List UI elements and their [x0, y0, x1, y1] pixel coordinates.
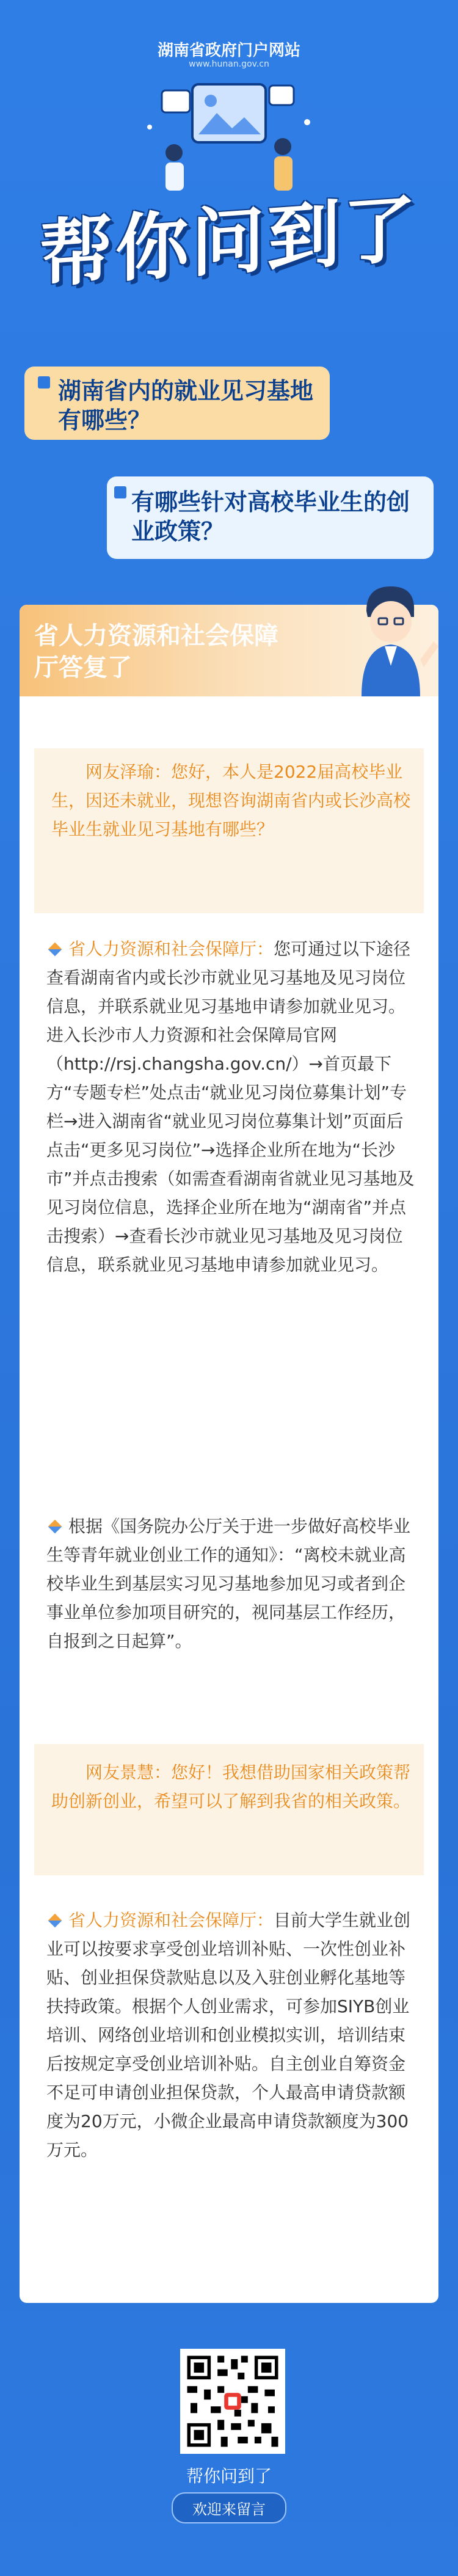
question-bubble-1 [24, 367, 330, 440]
policy-1: 根据《国务院办公厅关于进一步做好高校毕业生等青年就业创业工作的通知》：“离校未就业高校毕业生到基层实习见习基地参加见习或者到企事业单位参加项目研究的，视同基层工作经历，自报到之日起算”。 [46, 1516, 411, 1651]
answer-2: 省人力资源和社会保障厅：目前大学生就业创业可以按要求享受创业培训补贴、一次性创业补贴、创业担保贷款贴息以及入驻创业孵化基地等扶持政策。根据个人创业需求，可参加SIYB创业培训、网络创业培训和创业模拟实训，培训结束后按规定享受创业培训补贴。自主创业自筹资金不足可申请创业担保贷款，个人最高申请贷款额度为20万元，小微企业最高申请贷款额度为300万元。 [46, 1910, 411, 2160]
bullet-icon [38, 376, 50, 389]
leave-message-label: 欢迎来留言 [172, 2492, 286, 2523]
answer-1: 省人力资源和社会保障厅：您可通过以下途径查看湖南省内或长沙市就业见习基地及见习岗位信息，并联系就业见习基地申请参加就业见习。进入长沙市人力资源和社会保障局官网（http://rsj.changsha.gov.cn/）→首页最下方“专题专栏”处点击“就业见习岗位募集计划”专栏→进入湖南省“就业见习岗位募集计划”页面后点击“更多见习岗位”→选择企业所在地为“长沙市”并点击搜索（如需查看湖南省就业见习基地及见习岗位信息，选择企业所在地为“湖南省”并点击搜索）→查看长沙市就业见习基地及见习岗位信息，联系就业见习基地申请参加就业见习。 [46, 939, 415, 1275]
brand-title: 帮你问到了 [40, 186, 418, 298]
bullet-icon [114, 486, 126, 498]
user-question-1: 网友泽瑜：您好，本人是2022届高校毕业生，因还未就业，现想咨询湖南省内或长沙高校毕业生就业见习基地有哪些？ [51, 762, 411, 839]
question-bubble-2 [107, 476, 434, 559]
qr-code[interactable] [180, 2349, 285, 2454]
user-question-2: 网友景慧：您好！我想借助国家相关政策帮助创新创业，希望可以了解到我省的相关政策。 [51, 1762, 411, 1811]
answer-card-title: 省人力资源和社会保障厅答复了 [34, 622, 278, 682]
site-url: www.hunan.gov.cn [189, 59, 269, 69]
question-text-2: 有哪些针对高校毕业生的创业政策？ [131, 489, 410, 545]
presenter-illustration [342, 574, 440, 696]
site-name: 湖南省政府门户网站 [157, 42, 300, 60]
qr-caption: 帮你问到了 [186, 2466, 272, 2486]
question-text-1: 湖南省内的就业见习基地有哪些？ [58, 378, 314, 434]
leave-message-button[interactable] [0, 2492, 458, 2523]
diamond-icon [48, 942, 62, 956]
diamond-icon [48, 1519, 62, 1533]
diamond-icon [48, 1913, 62, 1927]
